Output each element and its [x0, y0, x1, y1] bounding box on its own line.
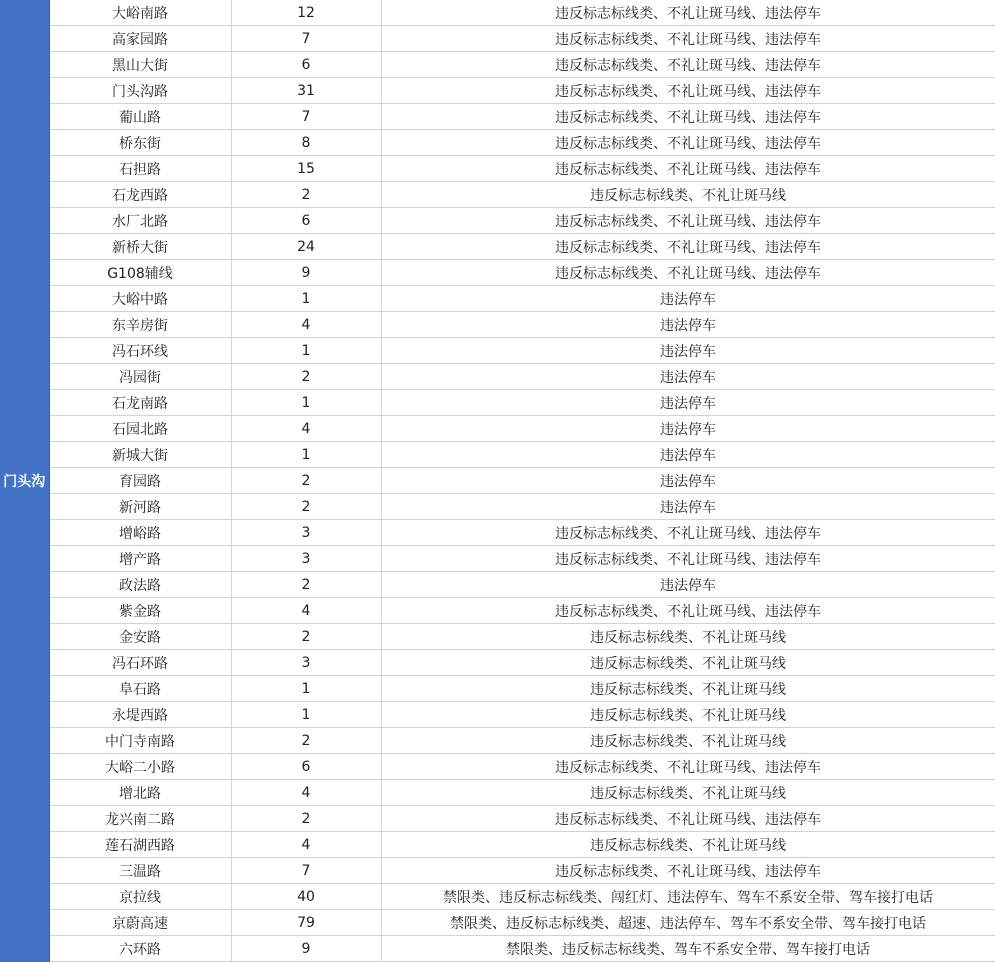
violation-types-cell: 违反标志标线类、不礼让斑马线	[381, 728, 995, 754]
violation-types-cell: 违反标志标线类、不礼让斑马线、违法停车	[381, 52, 995, 78]
table-row	[0, 702, 995, 728]
violation-count-cell: 79	[231, 910, 381, 936]
violation-count-cell: 2	[231, 806, 381, 832]
road-name-cell: 京蔚高速	[49, 910, 231, 936]
road-name-cell: 龙兴南二路	[49, 806, 231, 832]
table-row	[0, 78, 995, 104]
violation-count-cell: 6	[231, 754, 381, 780]
violation-count-cell: 6	[231, 208, 381, 234]
violation-types-cell: 违法停车	[381, 390, 995, 416]
violation-types-cell: 违反标志标线类、不礼让斑马线、违法停车	[381, 858, 995, 884]
table-row	[0, 624, 995, 650]
violation-count-cell: 1	[231, 702, 381, 728]
violation-count-cell: 6	[231, 52, 381, 78]
table-row	[0, 182, 995, 208]
road-name-cell: 中门寺南路	[49, 728, 231, 754]
violation-types-cell: 违反标志标线类、不礼让斑马线	[381, 676, 995, 702]
violation-types-cell: 违法停车	[381, 468, 995, 494]
violation-types-cell: 违法停车	[381, 442, 995, 468]
violation-types-cell: 违法停车	[381, 286, 995, 312]
table-row	[0, 52, 995, 78]
violation-count-cell: 2	[231, 182, 381, 208]
violation-types-cell: 违法停车	[381, 338, 995, 364]
violation-types-cell: 违反标志标线类、不礼让斑马线、违法停车	[381, 78, 995, 104]
violation-count-cell: 9	[231, 260, 381, 286]
violation-count-cell: 2	[231, 728, 381, 754]
road-name-cell: 新河路	[49, 494, 231, 520]
road-name-cell: 高家园路	[49, 26, 231, 52]
violation-types-cell: 违反标志标线类、不礼让斑马线	[381, 702, 995, 728]
road-name-cell: 葡山路	[49, 104, 231, 130]
table-row	[0, 754, 995, 780]
table-row	[0, 208, 995, 234]
table-row	[0, 546, 995, 572]
road-name-cell: 门头沟路	[49, 78, 231, 104]
violation-count-cell: 1	[231, 390, 381, 416]
table-row	[0, 910, 995, 936]
table-row	[0, 0, 995, 26]
table-row	[0, 676, 995, 702]
road-name-cell: 育园路	[49, 468, 231, 494]
violation-count-cell: 8	[231, 130, 381, 156]
table-row	[0, 936, 995, 962]
table-row	[0, 806, 995, 832]
table-row	[0, 832, 995, 858]
road-name-cell: 新桥大街	[49, 234, 231, 260]
violation-types-cell: 违反标志标线类、不礼让斑马线、违法停车	[381, 234, 995, 260]
table-row	[0, 780, 995, 806]
violation-types-cell: 违反标志标线类、不礼让斑马线、违法停车	[381, 0, 995, 26]
table-row	[0, 234, 995, 260]
violation-types-cell: 禁限类、违反标志标线类、超速、违法停车、驾车不系安全带、驾车接打电话	[381, 910, 995, 936]
road-name-cell: 紫金路	[49, 598, 231, 624]
road-name-cell: 东辛房街	[49, 312, 231, 338]
road-name-cell: 永堤西路	[49, 702, 231, 728]
road-name-cell: 冯石环线	[49, 338, 231, 364]
table-row	[0, 156, 995, 182]
table-row	[0, 728, 995, 754]
road-name-cell: 石担路	[49, 156, 231, 182]
violation-types-cell: 违反标志标线类、不礼让斑马线、违法停车	[381, 130, 995, 156]
district-cell: 门头沟	[0, 0, 49, 962]
violation-count-cell: 1	[231, 338, 381, 364]
road-name-cell: 京拉线	[49, 884, 231, 910]
violation-count-cell: 2	[231, 624, 381, 650]
violation-count-cell: 24	[231, 234, 381, 260]
violation-types-cell: 违法停车	[381, 312, 995, 338]
table-row	[0, 364, 995, 390]
table-row	[0, 26, 995, 52]
road-name-cell: 黑山大街	[49, 52, 231, 78]
violation-count-cell: 2	[231, 468, 381, 494]
violation-count-cell: 2	[231, 494, 381, 520]
table-row	[0, 130, 995, 156]
violation-count-cell: 12	[231, 0, 381, 26]
road-name-cell: 水厂北路	[49, 208, 231, 234]
violation-count-cell: 40	[231, 884, 381, 910]
road-name-cell: 三温路	[49, 858, 231, 884]
violation-types-cell: 违反标志标线类、不礼让斑马线、违法停车	[381, 104, 995, 130]
road-name-cell: 石龙西路	[49, 182, 231, 208]
table-row	[0, 650, 995, 676]
violation-count-cell: 1	[231, 286, 381, 312]
road-name-cell: 桥东街	[49, 130, 231, 156]
violation-types-cell: 违反标志标线类、不礼让斑马线	[381, 182, 995, 208]
road-name-cell: G108辅线	[49, 260, 231, 286]
violation-types-cell: 违反标志标线类、不礼让斑马线、违法停车	[381, 26, 995, 52]
violation-types-cell: 违反标志标线类、不礼让斑马线	[381, 780, 995, 806]
violation-types-cell: 违法停车	[381, 364, 995, 390]
violation-count-cell: 7	[231, 858, 381, 884]
violation-types-cell: 违反标志标线类、不礼让斑马线	[381, 650, 995, 676]
violation-types-cell: 违法停车	[381, 416, 995, 442]
table-row	[0, 286, 995, 312]
road-name-cell: 阜石路	[49, 676, 231, 702]
violation-types-cell: 违反标志标线类、不礼让斑马线	[381, 832, 995, 858]
road-name-cell: 金安路	[49, 624, 231, 650]
road-name-cell: 大峪中路	[49, 286, 231, 312]
table-row	[0, 884, 995, 910]
violation-types-cell: 违反标志标线类、不礼让斑马线、违法停车	[381, 598, 995, 624]
violation-types-cell: 违反标志标线类、不礼让斑马线、违法停车	[381, 260, 995, 286]
road-name-cell: 六环路	[49, 936, 231, 962]
violation-count-cell: 15	[231, 156, 381, 182]
violation-types-cell: 违反标志标线类、不礼让斑马线、违法停车	[381, 208, 995, 234]
violation-count-cell: 3	[231, 520, 381, 546]
violation-count-cell: 4	[231, 598, 381, 624]
table-row	[0, 520, 995, 546]
table-row	[0, 104, 995, 130]
violation-types-cell: 违反标志标线类、不礼让斑马线、违法停车	[381, 156, 995, 182]
road-name-cell: 增北路	[49, 780, 231, 806]
road-name-cell: 增峪路	[49, 520, 231, 546]
violation-types-cell: 违反标志标线类、不礼让斑马线、违法停车	[381, 520, 995, 546]
violation-types-cell: 违法停车	[381, 494, 995, 520]
violation-types-cell: 违反标志标线类、不礼让斑马线、违法停车	[381, 754, 995, 780]
table-row	[0, 598, 995, 624]
table-row	[0, 858, 995, 884]
table-row	[0, 572, 995, 598]
table-row	[0, 312, 995, 338]
violation-count-cell: 4	[231, 312, 381, 338]
table-row	[0, 442, 995, 468]
violation-types-cell: 禁限类、违反标志标线类、驾车不系安全带、驾车接打电话	[381, 936, 995, 962]
violation-count-cell: 4	[231, 832, 381, 858]
violation-types-cell: 违反标志标线类、不礼让斑马线	[381, 624, 995, 650]
violation-count-cell: 31	[231, 78, 381, 104]
violation-count-cell: 4	[231, 416, 381, 442]
road-name-cell: 政法路	[49, 572, 231, 598]
violation-count-cell: 7	[231, 26, 381, 52]
violation-count-cell: 2	[231, 364, 381, 390]
road-name-cell: 大峪南路	[49, 0, 231, 26]
violation-count-cell: 3	[231, 650, 381, 676]
table-row	[0, 494, 995, 520]
table-row	[0, 338, 995, 364]
violation-types-cell: 禁限类、违反标志标线类、闯红灯、违法停车、驾车不系安全带、驾车接打电话	[381, 884, 995, 910]
table-row	[0, 468, 995, 494]
violation-types-cell: 违反标志标线类、不礼让斑马线、违法停车	[381, 546, 995, 572]
road-name-cell: 石龙南路	[49, 390, 231, 416]
violation-count-cell: 9	[231, 936, 381, 962]
violation-count-cell: 7	[231, 104, 381, 130]
violation-count-cell: 1	[231, 676, 381, 702]
violation-count-cell: 1	[231, 442, 381, 468]
road-name-cell: 莲石湖西路	[49, 832, 231, 858]
table-row	[0, 260, 995, 286]
violation-count-cell: 3	[231, 546, 381, 572]
road-name-cell: 冯园街	[49, 364, 231, 390]
violation-types-cell: 违反标志标线类、不礼让斑马线、违法停车	[381, 806, 995, 832]
violation-types-cell: 违法停车	[381, 572, 995, 598]
road-name-cell: 新城大街	[49, 442, 231, 468]
violation-count-cell: 2	[231, 572, 381, 598]
road-name-cell: 冯石环路	[49, 650, 231, 676]
road-name-cell: 大峪二小路	[49, 754, 231, 780]
road-name-cell: 石园北路	[49, 416, 231, 442]
table-row	[0, 416, 995, 442]
road-name-cell: 增产路	[49, 546, 231, 572]
violation-count-cell: 4	[231, 780, 381, 806]
table-row	[0, 390, 995, 416]
